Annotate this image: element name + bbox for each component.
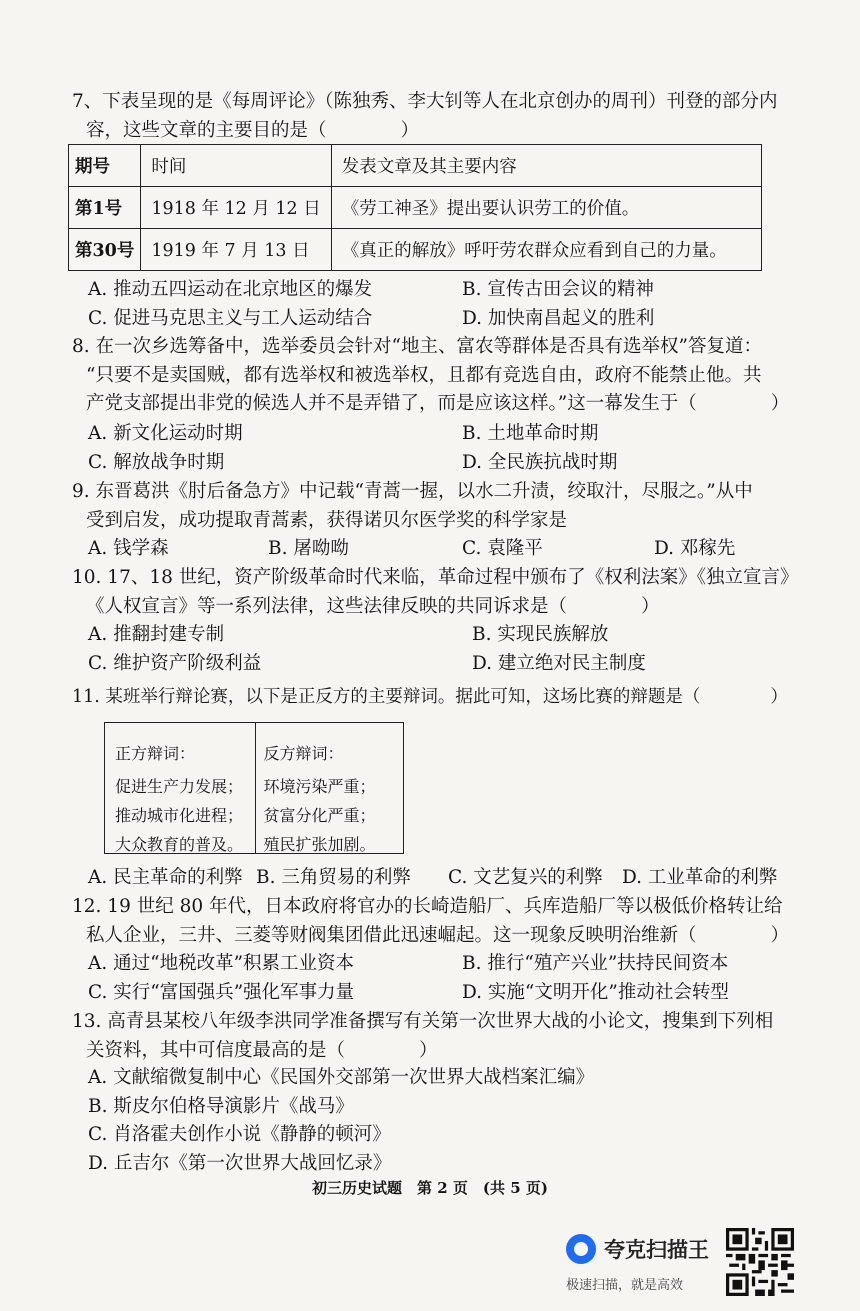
option-c[interactable]: C. 维护资产阶级利益 [88,653,262,674]
option-a[interactable]: A. 钱学森 [88,538,169,559]
question-7-table [68,144,762,271]
question-12 [72,893,802,950]
option-d[interactable]: D. 建立绝对民主制度 [472,653,646,674]
question-7-options [88,276,788,334]
quark-logo-icon [566,1234,596,1264]
table-cell: 《真正的解放》呼吁劳农群众应看到自己的力量。 [331,229,761,271]
option-a[interactable]: A. 推翻封建专制 [88,624,225,645]
table-cell: 第30号 [69,229,141,271]
question-8-line3: 产党支部提出非党的候选人并不是弄错了，而是应该这样。”这一幕发生于（ ） [86,393,790,414]
table-header-cell: 发表文章及其主要内容 [331,145,761,187]
option-c[interactable]: C. 解放战争时期 [88,452,225,473]
table-cell: 1918 年 12 月 12 日 [141,187,331,229]
option-a[interactable]: A. 通过“地税改革”积累工业资本 [88,953,355,974]
option-b[interactable]: B. 推行“殖产兴业”扶持民间资本 [462,953,729,974]
option-b[interactable]: B. 宣传古田会议的精神 [462,279,654,300]
question-11 [72,683,802,712]
option-c[interactable]: C. 袁隆平 [462,538,543,559]
question-8-options [88,420,788,478]
watermark-title: 夸克扫描王 [604,1238,709,1262]
option-d[interactable]: D. 加快南昌起义的胜利 [462,308,655,329]
question-9 [72,478,802,535]
pro-item: 大众教育的普及。 [115,835,244,854]
question-12-line2: 私人企业，三井、三菱等财阀集团借此迅速崛起。这一现象反映明治维新（ ） [86,924,790,946]
scanner-watermark [566,1228,796,1298]
table-row [69,187,762,229]
question-10-line2: 《人权宣言》等一系列法律，这些法律反映的共同诉求是（ ） [86,595,660,617]
debate-box [104,722,404,854]
option-c[interactable]: C. 实行“富国强兵”强化军事力量 [88,982,355,1003]
table-header-row [69,145,762,187]
question-9-line2: 受到启发，成功提取青蒿素，获得诺贝尔医学奖的科学家是 [86,509,568,531]
question-10-options [88,621,788,679]
option-c[interactable]: C. 促进马克思主义与工人运动结合 [88,308,373,329]
option-b[interactable]: B. 土地革命时期 [462,423,599,444]
option-a[interactable]: A. 推动五四运动在北京地区的爆发 [88,279,373,300]
pro-item: 促进生产力发展； [115,777,244,796]
question-11-options [88,864,808,893]
question-13-line2: 关资料，其中可信度最高的是（ ） [86,1039,438,1061]
question-10-line1: 10. 17、18 世纪，资产阶级革命时代来临，革命过程中颁布了《权利法案》《独立宣言》 [72,567,799,588]
question-13-line1: 13. 高青县某校八年级李洪同学准备撰写有关第一次世界大战的小论文，搜集到下列相 [72,1011,774,1032]
question-9-line1: 9. 东晋葛洪《肘后备急方》中记载“青蒿一握，以水二升渍，绞取汁，尽服之。”从中 [72,481,753,502]
pro-heading: 正方辩词： [115,744,196,763]
option-d[interactable]: D. 工业革命的利弊 [622,867,778,888]
option-b[interactable]: B. 屠呦呦 [268,538,349,559]
page-footer: 初三历史试题 第 2 页 (共 5 页) [312,1179,548,1197]
option-d[interactable]: D. 实施“文明开化”推动社会转型 [462,982,729,1003]
con-item: 环境污染严重； [263,777,376,796]
con-column [255,723,404,853]
question-12-options [88,950,788,1008]
table-cell: 第1号 [69,187,141,229]
question-13 [72,1008,802,1065]
question-7 [72,88,802,145]
con-item: 殖民扩张加剧。 [263,835,376,854]
table-row [69,229,762,271]
option-c[interactable]: C. 肖洛霍夫创作小说《静静的顿河》 [88,1124,391,1145]
option-d[interactable]: D. 邓稼先 [654,538,736,559]
question-8-line1: 8. 在一次乡选筹备中，选举委员会针对“地主、富农等群体是否具有选举权”答复道： [72,336,762,357]
question-7-line1: 7、下表呈现的是《每周评论》（陈独秀、李大钊等人在北京创办的周刊）刊登的部分内 [72,91,778,112]
question-7-line2: 容，这些文章的主要目的是（ ） [86,119,420,141]
option-b[interactable]: B. 实现民族解放 [472,624,609,645]
option-d[interactable]: D. 丘吉尔《第一次世界大战回忆录》 [88,1152,392,1174]
option-c[interactable]: C. 文艺复兴的利弊 [448,867,603,888]
option-b[interactable]: B. 斯皮尔伯格导演影片《战马》 [88,1095,354,1117]
question-11-line1: 11. 某班举行辩论赛，以下是正反方的主要辩词。据此可知，这场比赛的辩题是（ ） [72,687,788,707]
table-cell: 1919 年 7 月 13 日 [141,229,331,271]
qr-code-icon [726,1228,794,1296]
table-cell: 《劳工神圣》提出要认识劳工的价值。 [331,187,761,229]
question-10 [72,564,802,621]
watermark-subtitle: 极速扫描，就是高效 [566,1278,684,1293]
pro-column [105,723,255,853]
option-d[interactable]: D. 全民族抗战时期 [462,452,618,473]
option-b[interactable]: B. 三角贸易的利弊 [256,867,411,888]
pro-item: 推动城市化进程； [115,806,244,825]
question-8-line2: “只要不是卖国贼，都有选举权和被选举权，且都有竞选自由，政府不能禁止他。共 [86,364,762,386]
table-header-cell: 时间 [141,145,331,187]
con-heading: 反方辩词： [263,744,344,763]
option-a[interactable]: A. 文献缩微复制中心《民国外交部第一次世界大战档案汇编》 [88,1067,595,1088]
option-a[interactable]: A. 民主革命的利弊 [88,867,243,888]
question-8 [72,333,802,419]
table-header-cell: 期号 [69,145,141,187]
con-item: 贫富分化严重； [263,806,376,825]
question-9-options [88,535,788,564]
question-12-line1: 12. 19 世纪 80 年代，日本政府将官办的长崎造船厂、兵库造船厂等以极低价格转让给 [72,896,783,917]
question-13-options [88,1064,788,1178]
option-a[interactable]: A. 新文化运动时期 [88,423,243,444]
